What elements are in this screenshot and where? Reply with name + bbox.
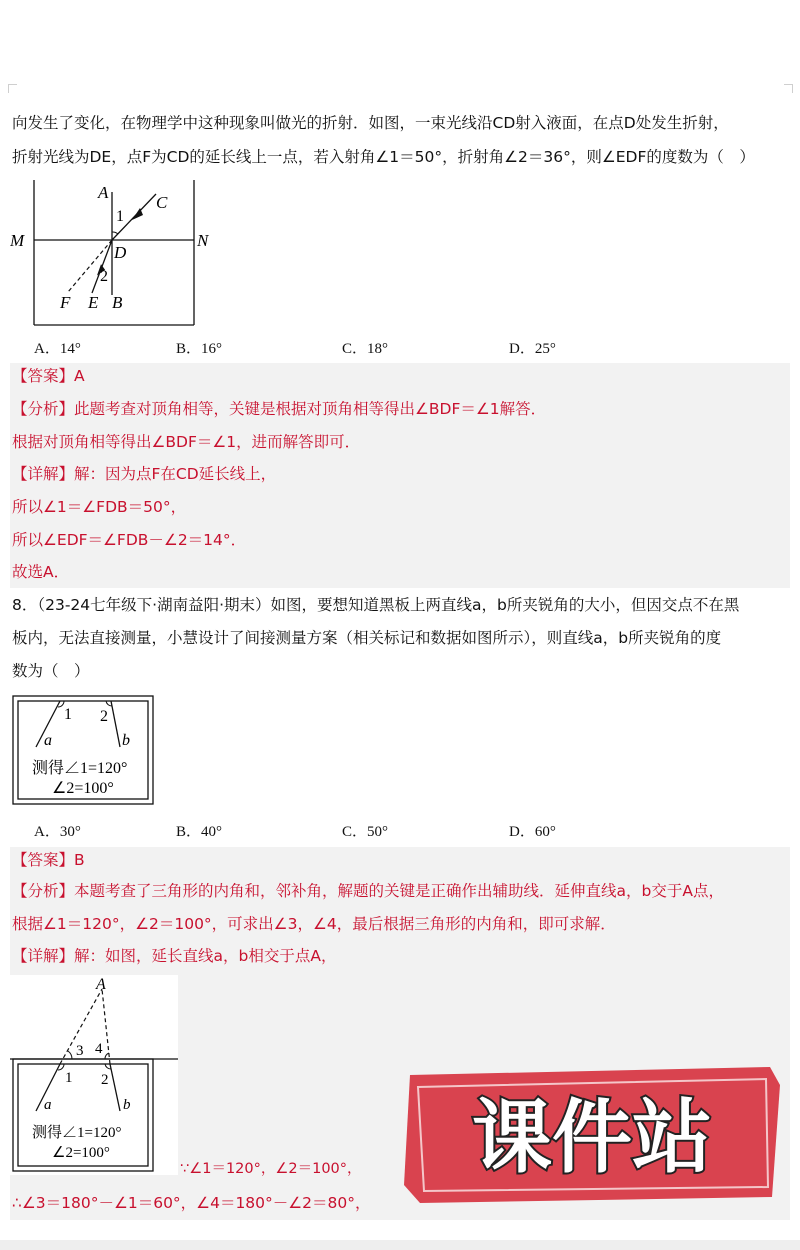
q7-text-line2: 折射光线为DE，点F为CD的延长线上一点，若入射角∠1＝50°，折射角∠2＝36°，则∠EDF的度数为（ ） bbox=[12, 148, 755, 166]
label-C: C bbox=[156, 193, 168, 212]
q8-detail-line1: 【详解】解：如图，延长直线a，b相交于点A， bbox=[12, 947, 337, 965]
q8-because-line: ∵∠1＝120°，∠2＝100°， bbox=[180, 1161, 362, 1177]
q7-detail-line2: 所以∠1＝∠FDB＝50°， bbox=[12, 498, 187, 516]
line-b-label: b bbox=[123, 1097, 131, 1113]
label-A: A bbox=[98, 183, 109, 202]
measure-1: 测得∠1=120° bbox=[32, 1125, 122, 1141]
q7-option-b: B．16° bbox=[176, 341, 223, 357]
watermark-logo bbox=[400, 1065, 785, 1205]
angle-1-label: 1 bbox=[65, 1070, 73, 1086]
q7-option-c: C．18° bbox=[342, 341, 389, 357]
q8-analysis-line2: 根据∠1＝120°，∠2＝100°，可求出∠3，∠4，最后根据三角形的内角和，即可求解． bbox=[12, 915, 616, 933]
corner-mark bbox=[8, 84, 17, 93]
angle-2-label: 2 bbox=[101, 1072, 109, 1088]
angle-4-label: 4 bbox=[95, 1041, 103, 1057]
angle-1-label: 1 bbox=[64, 706, 72, 723]
q7-option-a: A．14° bbox=[34, 341, 81, 357]
q8-therefore-line: ∴∠3＝180°－∠1＝60°，∠4＝180°－∠2＝80°， bbox=[12, 1194, 371, 1212]
q8-text-line2: 板内，无法直接测量，小慧设计了间接测量方案（相关标记和数据如图所示），则直线a，b所夹锐角的度 bbox=[12, 629, 722, 647]
q8-text-line1: 8．（23-24七年级下·湖南益阳·期末）如图，要想知道黑板上两直线a，b所夹锐角的大小，但因交点不在黑 bbox=[12, 596, 740, 614]
line-a-label: a bbox=[44, 732, 52, 749]
label-D: D bbox=[114, 243, 127, 262]
measure-1: 测得∠1=120° bbox=[32, 760, 128, 777]
q7-detail-line4: 故选A． bbox=[12, 563, 70, 581]
line-b-label: b bbox=[122, 732, 130, 749]
q7-answer: 【答案】A bbox=[12, 367, 85, 385]
q8-option-b: B．40° bbox=[176, 824, 223, 840]
q8-analysis-line1: 【分析】本题考查了三角形的内角和，邻补角，解题的关键是正确作出辅助线．延伸直线a，b交于A点， bbox=[12, 882, 724, 900]
label-N: N bbox=[197, 231, 209, 250]
line-a-label: a bbox=[44, 1097, 52, 1113]
q8-option-c: C．50° bbox=[342, 824, 389, 840]
q7-analysis-line1: 【分析】此题考查对顶角相等，关键是根据对顶角相等得出∠BDF＝∠1解答． bbox=[12, 400, 547, 418]
q8-option-d: D．60° bbox=[509, 824, 556, 840]
q7-detail-line3: 所以∠EDF＝∠FDB－∠2＝14°． bbox=[12, 531, 247, 549]
label-A: A bbox=[96, 976, 106, 993]
label-B: B bbox=[112, 293, 123, 312]
angle-2-label: 2 bbox=[100, 268, 108, 285]
angle-2-label: 2 bbox=[100, 708, 108, 725]
label-M: M bbox=[10, 231, 25, 250]
q7-refraction-figure bbox=[10, 180, 225, 330]
measure-2: ∠2=100° bbox=[52, 1145, 110, 1161]
q7-text-line1: 向发生了变化，在物理学中这种现象叫做光的折射．如图，一束光线沿CD射入液面，在点D处发生折射， bbox=[12, 114, 729, 132]
q8-text-line3: 数为（ ） bbox=[12, 662, 90, 680]
angle-3-label: 3 bbox=[76, 1043, 84, 1059]
q8-solution-figure bbox=[10, 975, 178, 1175]
corner-mark bbox=[784, 84, 793, 93]
q8-answer: 【答案】B bbox=[12, 851, 85, 869]
q7-analysis-line2: 根据对顶角相等得出∠BDF＝∠1，进而解答即可． bbox=[12, 433, 361, 451]
label-F: F bbox=[60, 293, 71, 312]
angle-1-label: 1 bbox=[116, 208, 124, 225]
measure-2: ∠2=100° bbox=[52, 780, 114, 797]
label-E: E bbox=[88, 293, 99, 312]
page-bottom-edge bbox=[0, 1240, 800, 1250]
q7-detail-line1: 【详解】解：因为点F在CD延长线上， bbox=[12, 465, 277, 483]
q8-option-a: A．30° bbox=[34, 824, 81, 840]
watermark-text: 课件站 bbox=[472, 1091, 712, 1184]
q8-blackboard-figure bbox=[12, 695, 157, 807]
q7-option-d: D．25° bbox=[509, 341, 556, 357]
